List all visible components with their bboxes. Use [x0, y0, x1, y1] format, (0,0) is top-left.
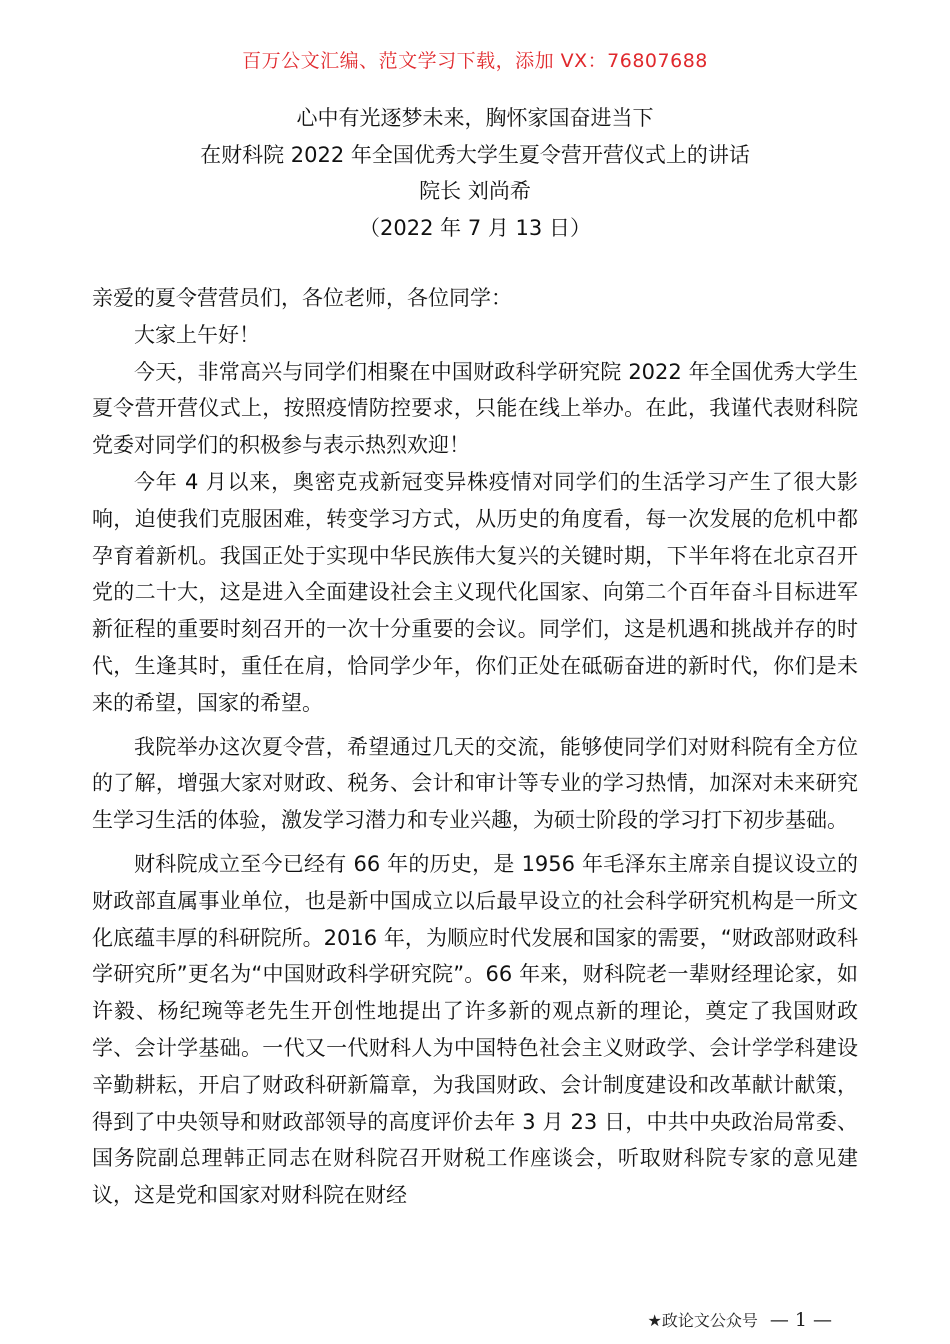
page-number: — 1 — [769, 1309, 832, 1331]
date-line: （2022 年 7 月 13 日） [359, 215, 591, 240]
title-line-1: 心中有光逐梦未来，胸怀家国奋进当下 [296, 106, 654, 130]
footer-source: ★政论文公众号 [647, 1311, 758, 1330]
title-line-2: 在财科院 2022 年全国优秀大学生夏令营开营仪式上的讲话 [200, 142, 750, 167]
paragraph: 财科院成立至今已经有 66 年的历史，是 1956 年毛泽东主席亲自提议设立的财政部直属事业单位，也是新中国成立以后最早设立的社会科学研究机构是一所文化底蕴丰厚的科研院所。2016 年，为顺应时代发展和国家的需要，“财政部财政科学研究所”更名为“中国财政科学研究院”。66 年来，财科院老一辈财经理论家，如许毅、杨纪琬等老先生开创性地提出了许多新的观点新的理论，奠定了我国财政学、会计学基础。一代又一代财科人为中国特色社会主义财政学、会计学学科建设辛勤耕耘，开启了财政科研新篇章，为我国财政、会计制度建设和改革献计献策，得到了中央领导和财政部领导的高度评价去年 3 月 23 日，中共中央政治局常委、国务院副总理韩正同志在财科院召开财税工作座谈会，听取财科院专家的意见建议，这是党和国家对财科院在财经 [92, 851, 858, 1208]
author-line: 院长 刘尚希 [419, 179, 531, 203]
paragraph: 我院举办这次夏令营，希望通过几天的交流，能够使同学们对财科院有全方位的了解，增强大家对财政、税务、会计和审计等专业的学习热情，加深对未来研究生学习生活的体验，激发学习潜力和专业兴趣，为硕士阶段的学习打下初步基础。 [92, 734, 858, 833]
speech-body [92, 280, 858, 1214]
promo-banner: 百万公文汇编、范文学习下载，添加 VX：76807688 [242, 50, 708, 72]
greeting: 亲爱的夏令营营员们，各位老师，各位同学： [92, 286, 512, 310]
paragraph: 大家上午好！ [134, 322, 260, 347]
paragraph: 今天，非常高兴与同学们相聚在中国财政科学研究院 2022 年全国优秀大学生夏令营开营仪式上，按照疫情防控要求，只能在线上举办。在此，我谨代表财科院党委对同学们的积极参与表示热烈欢迎！ [92, 359, 858, 458]
page-footer [647, 1308, 832, 1331]
title-block [0, 100, 950, 246]
paragraph: 今年 4 月以来，奥密克戎新冠变异株疫情对同学们的生活学习产生了很大影响，迫使我们克服困难，转变学习方式，从历史的角度看，每一次发展的危机中都孕育着新机。我国正处于实现中华民族伟大复兴的关键时期，下半年将在北京召开党的二十大，这是进入全面建设社会主义现代化国家、向第二个百年奋斗目标进军新征程的重要时刻召开的一次十分重要的会议。同学们，这是机遇和挑战并存的时代，生逢其时，重任在肩，恰同学少年，你们正处在砥砺奋进的新时代，你们是未来的希望，国家的希望。 [92, 469, 858, 715]
